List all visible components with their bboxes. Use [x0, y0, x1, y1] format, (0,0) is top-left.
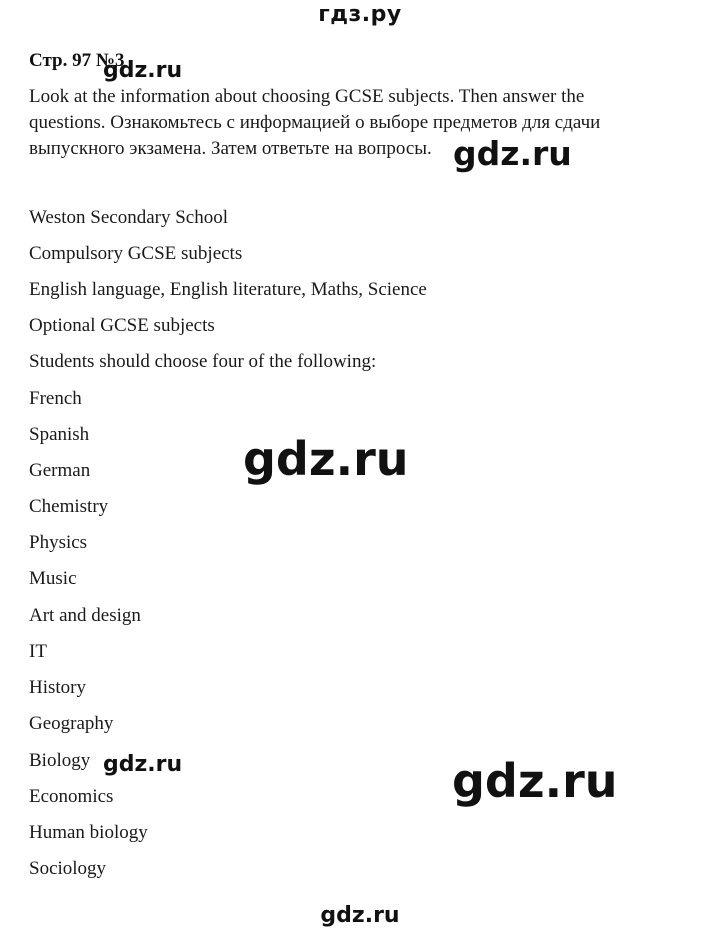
intro-paragraph [29, 84, 689, 162]
subject-item: Music [29, 568, 77, 589]
subject-item: Physics [29, 532, 88, 553]
subject-item: Chemistry [29, 496, 109, 517]
subject-item: German [29, 460, 91, 481]
subject-item: Geography [29, 713, 114, 734]
school-name: Weston Secondary School [29, 207, 228, 228]
subject-item: Biology [29, 750, 91, 771]
subject-item: IT [29, 641, 47, 662]
watermark-logo: gdz.ru [243, 432, 409, 486]
subject-item: Economics [29, 786, 114, 807]
optional-title: Optional GCSE subjects [29, 315, 215, 336]
intro-line: Look at the information about choosing GCSE subjects. Then answer the [29, 86, 585, 107]
subject-item: History [29, 677, 86, 698]
instruction-text: Students should choose four of the following: [29, 351, 377, 372]
subject-item: Sociology [29, 858, 107, 879]
compulsory-title: Compulsory GCSE subjects [29, 243, 243, 264]
site-header-title[interactable]: гдз.ру [318, 2, 402, 27]
watermark-logo: gdz.ru [452, 754, 618, 808]
subject-item: French [29, 388, 82, 409]
watermark-logo: gdz.ru [103, 752, 183, 777]
compulsory-list: English language, English literature, Maths, Science [29, 279, 427, 300]
watermark-logo: gdz.ru [103, 58, 183, 83]
subject-item: Art and design [29, 605, 141, 626]
subject-item: Human biology [29, 822, 148, 843]
footer-watermark: gdz.ru [320, 903, 400, 928]
watermark-logo: gdz.ru [453, 134, 572, 173]
subject-item: Spanish [29, 424, 90, 445]
page-heading: Стр. 97 №3 [29, 50, 125, 71]
intro-line: выпускного экзамена. Затем ответьте на вопросы. [29, 138, 432, 159]
intro-line: questions. Ознакомьтесь с информацией о выборе предметов для сдачи [29, 112, 601, 133]
